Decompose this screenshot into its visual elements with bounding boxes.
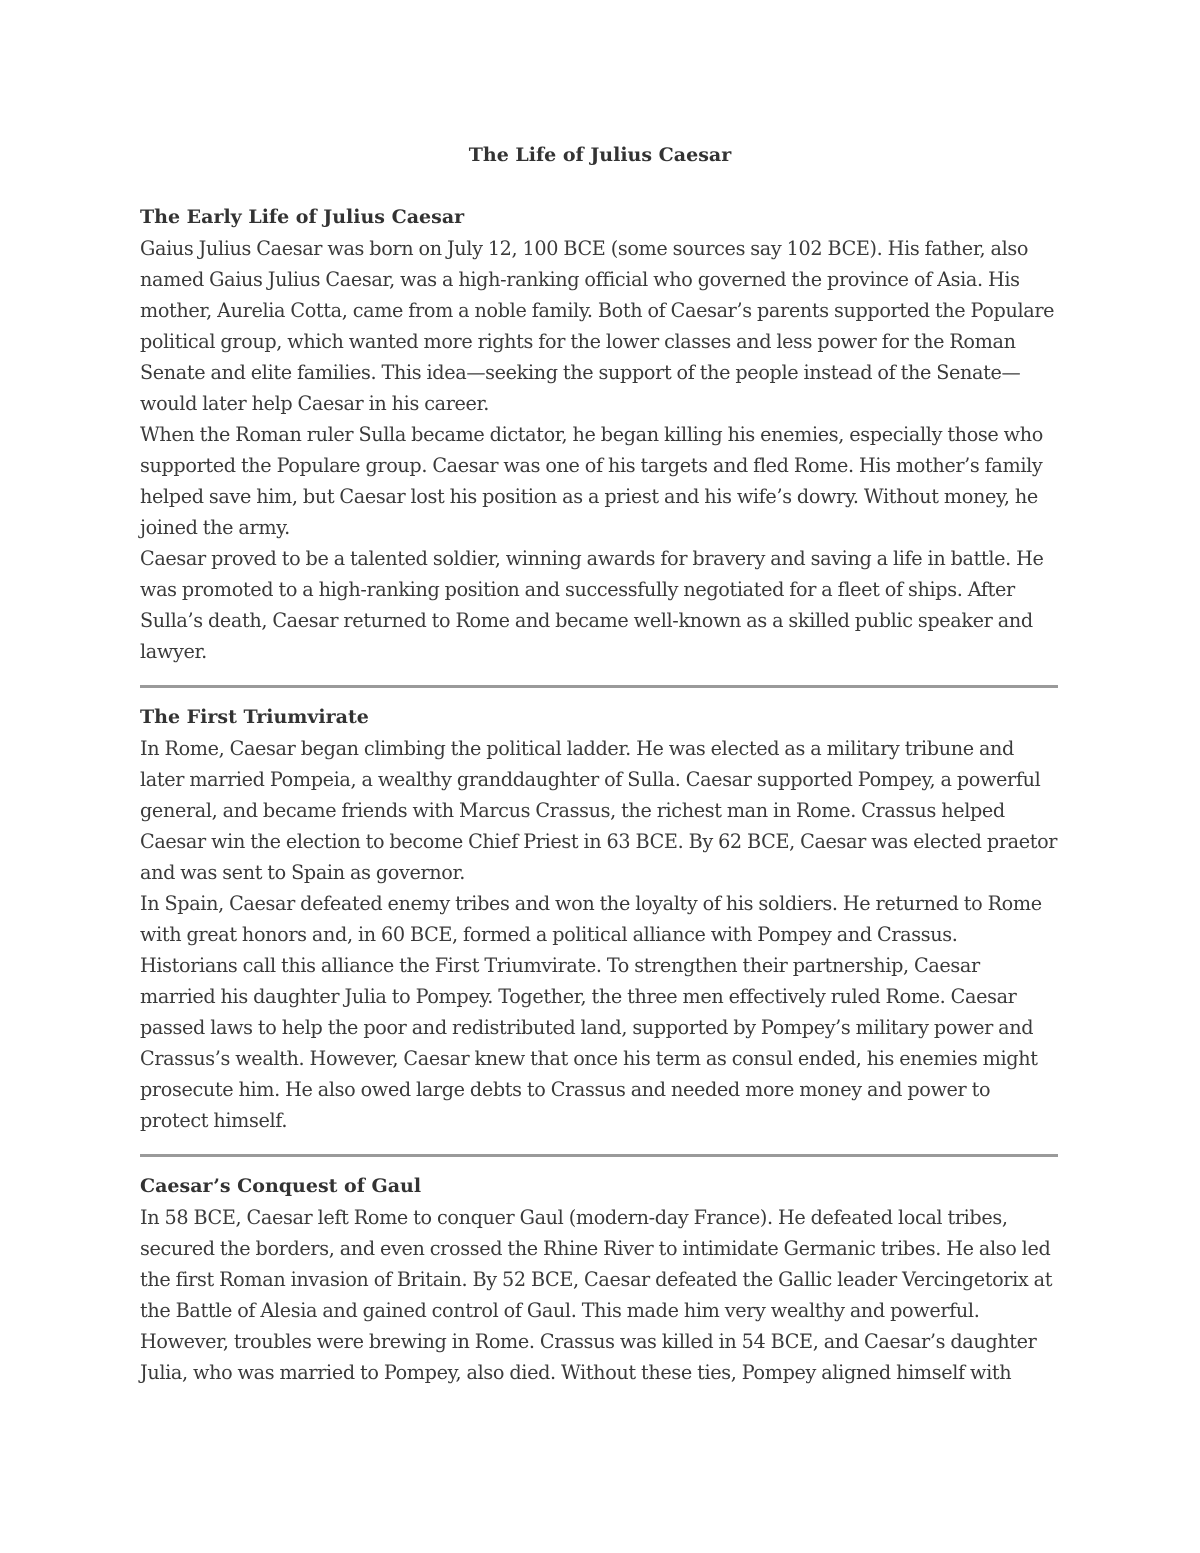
paragraph: In 58 BCE, Caesar left Rome to conquer Gaul (modern-day France). He defeated local tribes, secured the borders, and even crossed the Rhine River to intimidate Germanic tribes. He also led the first Roman invasion of Britain. By 52 BCE, Caesar defeated the Gallic leader Vercingetorix at the Battle of Alesia and gained control of Gaul. This made him very wealthy and powerful. xyxy=(140,1206,1053,1322)
paragraph: Gaius Julius Caesar was born on July 12, 100 BCE (some sources say 102 BCE). His father, also named Gaius Julius Caesar, was a high-ranking official who governed the province of Asia. His mother, Aurelia Cotta, came from a noble family. Both of Caesar’s parents supported the Populare political group, which wanted more rights for the lower classes and less power for the Roman Senate and elite families. This idea—seeking the support of the people instead of the Senate—would later help Caesar in his career. xyxy=(140,237,1055,415)
section-heading: The Early Life of Julius Caesar xyxy=(140,206,465,228)
section-early-life xyxy=(140,202,1060,667)
paragraph: When the Roman ruler Sulla became dictator, he began killing his enemies, especially those who supported the Populare group. Caesar was one of his targets and fled Rome. His mother’s family helped save him, but Caesar lost his position as a priest and his wife’s dowry. Without money, he joined the army. xyxy=(140,423,1043,539)
paragraph: However, troubles were brewing in Rome. Crassus was killed in 54 BCE, and Caesar’s daughter Julia, who was married to Pompey, also died. Without these ties, Pompey aligned himself with xyxy=(140,1330,1037,1384)
document-title: The Life of Julius Caesar xyxy=(468,144,732,166)
section-first-triumvirate xyxy=(140,702,1060,1136)
section-divider xyxy=(140,1154,1058,1157)
paragraph: Caesar proved to be a talented soldier, winning awards for bravery and saving a life in battle. He was promoted to a high-ranking position and successfully negotiated for a fleet of ships. After Sulla’s death, Caesar returned to Rome and became well-known as a skilled public speaker and lawyer. xyxy=(140,547,1044,663)
section-heading: Caesar’s Conquest of Gaul xyxy=(140,1175,422,1197)
section-heading: The First Triumvirate xyxy=(140,706,369,728)
section-divider xyxy=(140,685,1058,688)
section-conquest-of-gaul xyxy=(140,1171,1060,1388)
paragraph: In Spain, Caesar defeated enemy tribes and won the loyalty of his soldiers. He returned to Rome with great honors and, in 60 BCE, formed a political alliance with Pompey and Crassus. Historians call this alliance the First Triumvirate. To strengthen their partnership, Caesar married his daughter Julia to Pompey. Together, the three men effectively ruled Rome. Caesar passed laws to help the poor and redistributed land, supported by Pompey’s military power and Crassus’s wealth. However, Caesar knew that once his term as consul ended, his enemies might prosecute him. He also owed large debts to Crassus and needed more money and power to protect himself. xyxy=(140,892,1042,1132)
paragraph: In Rome, Caesar began climbing the political ladder. He was elected as a military tribune and later married Pompeia, a wealthy granddaughter of Sulla. Caesar supported Pompey, a powerful general, and became friends with Marcus Crassus, the richest man in Rome. Crassus helped Caesar win the election to become Chief Priest in 63 BCE. By 62 BCE, Caesar was elected praetor and was sent to Spain as governor. xyxy=(140,737,1058,884)
document-page xyxy=(140,140,1060,1388)
